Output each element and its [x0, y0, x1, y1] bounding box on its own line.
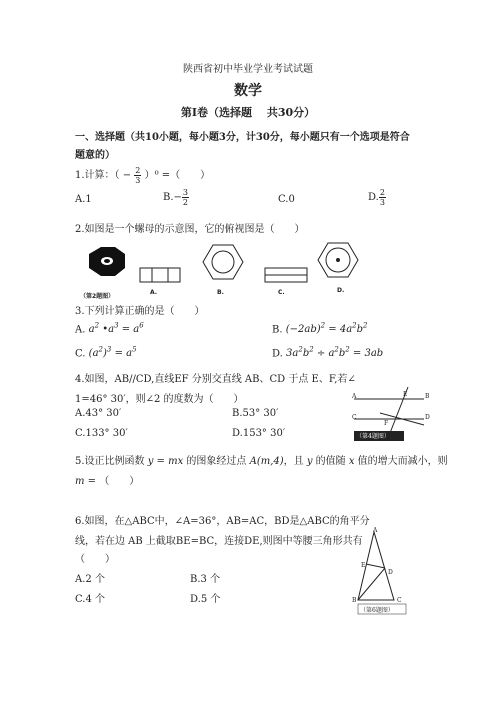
- q1-fraction: $\frac{2}{3}$: [135, 166, 141, 185]
- q4-label-a: A: [352, 393, 357, 400]
- q6-option-b: B.3 个: [190, 574, 221, 585]
- q4-label-d: D: [425, 414, 430, 421]
- q3-option-d: D. $3a^2b^2 \div a^2b^2 = 3ab$: [272, 346, 384, 360]
- question-6-line2: 线，若在边 AB 上截取BE=BC，连接DE,则图中等腰三角形共有: [75, 536, 363, 547]
- q6-label-c: C: [397, 597, 402, 604]
- exam-title: 陕西省初中毕业学业考试试题: [183, 64, 313, 75]
- option-b-figure: [203, 245, 243, 279]
- question-1: [75, 166, 210, 185]
- q3-option-b: B. $(-2ab)^2 = 4a^2b^2$: [272, 322, 368, 336]
- q4-label-b: B: [425, 393, 430, 400]
- q4-label-e: E: [403, 391, 408, 398]
- q6-fig-caption: （第6题图）: [360, 607, 394, 614]
- q4-fig-caption: （第4题图）: [356, 433, 390, 440]
- segment-de: [366, 564, 385, 568]
- q6-option-a: A.2 个: [75, 574, 105, 585]
- question-6-line1: 6.如图，在△ABC中，∠A=36°，AB=AC，BD是△ABC的角平分: [75, 516, 370, 527]
- q1-option-d: D. $\frac{2}{3}$: [368, 188, 385, 207]
- q2-caption-a: A.: [150, 289, 158, 296]
- q4-label-c: C: [352, 414, 357, 421]
- q4-option-d: D.153° 30′: [232, 428, 286, 439]
- q2-figure: [75, 240, 375, 300]
- question-2: 2.如图是一个螺母的示意图，它的俯视图是（ ）: [75, 224, 305, 235]
- question-5-line1: 5.设正比例函数 y = mx 的图象经过点 A(m,4)，且 y 的值随 x 值的增大而减小，则: [75, 456, 448, 467]
- section-heading-line1: 一、选择题（共10小题，每小题3分，计30分，每小题只有一个选项是符合: [75, 132, 410, 143]
- q4-option-a: A.43° 30′: [75, 408, 122, 419]
- q3-option-a: A. $a^2$ $•a^3 = a^6$: [75, 322, 144, 336]
- q1-option-a: A.1: [75, 194, 92, 205]
- q2-fig-caption: （第2题图）: [80, 293, 115, 300]
- q6-label-a: A: [373, 527, 378, 534]
- q4-option-b: B.53° 30′: [232, 408, 279, 419]
- option-d-figure: [318, 243, 358, 277]
- q2-caption-d: D.: [337, 287, 345, 294]
- option-c-figure: [265, 268, 307, 282]
- subject-title: 数学: [234, 83, 262, 99]
- nut-perspective-figure: [89, 247, 125, 276]
- option-a-figure: [140, 268, 180, 282]
- q1-suffix: ）⁰ =（ ）: [144, 170, 211, 181]
- question-4-line1: 4.如图，AB//CD,直线EF 分别交直线 AB、CD 于点 E、F,若∠: [75, 374, 356, 385]
- q3-option-c: C. $(a^2)^3 = a^5$: [75, 346, 137, 360]
- q2-caption-b: B.: [217, 289, 224, 296]
- q6-label-d: D: [388, 569, 393, 576]
- question-6-line3: （ ）: [75, 554, 115, 565]
- q1-option-c: C.0: [278, 194, 295, 205]
- q6-label-e: E: [361, 562, 366, 569]
- q2-caption-c: C.: [278, 289, 285, 296]
- q6-option-d: D.5 个: [190, 594, 221, 605]
- q1-prefix: 1.计算：（ −: [75, 170, 132, 181]
- q4-option-c: C.133° 30′: [75, 428, 128, 439]
- part-title: 第Ⅰ卷（选择题 共30分）: [180, 106, 316, 119]
- question-3: 3.下列计算正确的是（ ）: [75, 306, 205, 317]
- question-4-line2: 1=46° 30′，则∠2 的度数为（ ）: [75, 394, 244, 405]
- q1-option-b: B.− $\frac{3}{2}$: [163, 188, 188, 207]
- q4-label-f: F: [384, 420, 389, 427]
- question-5-line2: m = （ ）: [75, 476, 140, 487]
- q6-label-b: B: [352, 597, 357, 604]
- section-heading-line2: 题意的）: [75, 150, 115, 161]
- q6-option-c: C.4 个: [75, 594, 106, 605]
